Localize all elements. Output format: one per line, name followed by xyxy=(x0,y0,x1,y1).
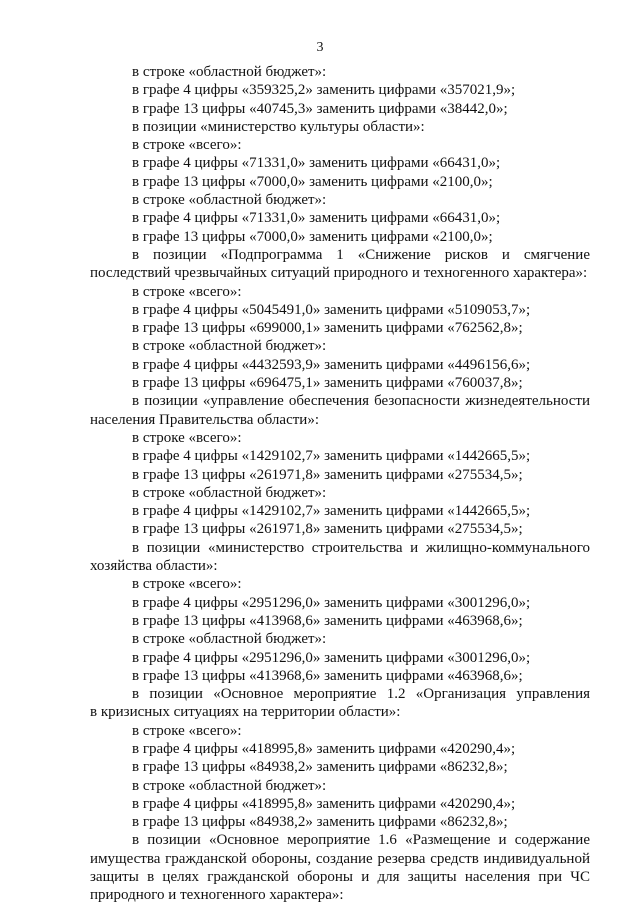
text-line: в позиции «Основное мероприятие 1.6 «Размещение и содержание xyxy=(132,832,590,849)
text-line: в графе 13 цифры «261971,8» заменить цифрами «275534,5»; xyxy=(132,466,523,483)
text-line: в позиции «управление обеспечения безопасности жизнедеятельности xyxy=(132,393,590,410)
text-line: в строке «всего»: xyxy=(132,576,242,593)
text-line: в строке «областной бюджет»: xyxy=(132,631,327,648)
text-line: в строке «областной бюджет»: xyxy=(132,338,327,355)
text-line: в графе 4 цифры «1429102,7» заменить цифрами «1442665,5»; xyxy=(132,503,531,520)
text-line: в графе 13 цифры «84938,2» заменить цифрами «86232,8»; xyxy=(132,814,508,831)
text-line: в графе 13 цифры «7000,0» заменить цифрами «2100,0»; xyxy=(132,228,493,245)
text-line: в строке «всего»: xyxy=(132,429,242,446)
text-line: природного и техногенного характера»: xyxy=(90,887,344,904)
text-line: в графе 13 цифры «699000,1» заменить цифрами «762562,8»; xyxy=(132,320,523,337)
text-line: в строке «всего»: xyxy=(132,137,242,154)
text-line: в графе 13 цифры «7000,0» заменить цифрами «2100,0»; xyxy=(132,173,493,190)
text-line: в графе 4 цифры «71331,0» заменить цифрами «66431,0»; xyxy=(132,210,501,227)
text-line: в графе 4 цифры «359325,2» заменить цифрами «357021,9»; xyxy=(132,82,516,99)
text-line: в строке «областной бюджет»: xyxy=(132,777,327,794)
text-line: хозяйства области»: xyxy=(90,558,218,575)
text-line: в графе 4 цифры «2951296,0» заменить цифрами «3001296,0»; xyxy=(132,649,531,666)
text-line: в графе 4 цифры «418995,8» заменить цифрами «420290,4»; xyxy=(132,795,516,812)
text-line: защиты в целях гражданской обороны и для защиты населения при ЧС xyxy=(90,869,590,886)
text-line: в кризисных ситуациях на территории области»: xyxy=(90,704,401,721)
text-line: в графе 4 цифры «71331,0» заменить цифрами «66431,0»; xyxy=(132,155,501,172)
text-line: в графе 13 цифры «696475,1» заменить цифрами «760037,8»; xyxy=(132,375,523,392)
text-line: в строке «областной бюджет»: xyxy=(132,484,327,501)
document-body xyxy=(90,63,590,905)
text-line: в позиции «министерство строительства и жилищно-коммунального xyxy=(132,539,590,556)
text-line: в графе 13 цифры «40745,3» заменить цифрами «38442,0»; xyxy=(132,100,508,117)
text-line: в графе 4 цифры «4432593,9» заменить цифрами «4496156,6»; xyxy=(132,356,531,373)
text-line: в графе 4 цифры «418995,8» заменить цифрами «420290,4»; xyxy=(132,740,516,757)
text-line: в позиции «министерство культуры области»: xyxy=(132,118,425,135)
text-line: в графе 4 цифры «5045491,0» заменить цифрами «5109053,7»; xyxy=(132,301,531,318)
text-line: в графе 13 цифры «84938,2» заменить цифрами «86232,8»; xyxy=(132,759,508,776)
text-line: населения Правительства области»: xyxy=(90,411,319,428)
text-line: в строке «областной бюджет»: xyxy=(132,192,327,209)
text-line: в позиции «Основное мероприятие 1.2 «Организация управления xyxy=(132,686,590,703)
text-line: в графе 4 цифры «2951296,0» заменить цифрами «3001296,0»; xyxy=(132,594,531,611)
text-line: в позиции «Подпрограмма 1 «Снижение рисков и смягчение xyxy=(132,246,590,263)
text-line: последствий чрезвычайных ситуаций природного и техногенного характера»: xyxy=(90,265,588,282)
text-line: в графе 13 цифры «413968,6» заменить цифрами «463968,6»; xyxy=(132,667,523,684)
text-line: в графе 13 цифры «413968,6» заменить цифрами «463968,6»; xyxy=(132,612,523,629)
page-number: 3 xyxy=(316,40,324,55)
text-line: в графе 13 цифры «261971,8» заменить цифрами «275534,5»; xyxy=(132,521,523,538)
text-line: в строке «всего»: xyxy=(132,722,242,739)
text-line: имущества гражданской обороны, создание резерва средств индивидуальной xyxy=(90,850,590,867)
text-line: в строке «областной бюджет»: xyxy=(132,64,327,80)
text-line: в строке «всего»: xyxy=(132,283,242,300)
text-line: в графе 4 цифры «1429102,7» заменить цифрами «1442665,5»; xyxy=(132,448,531,465)
